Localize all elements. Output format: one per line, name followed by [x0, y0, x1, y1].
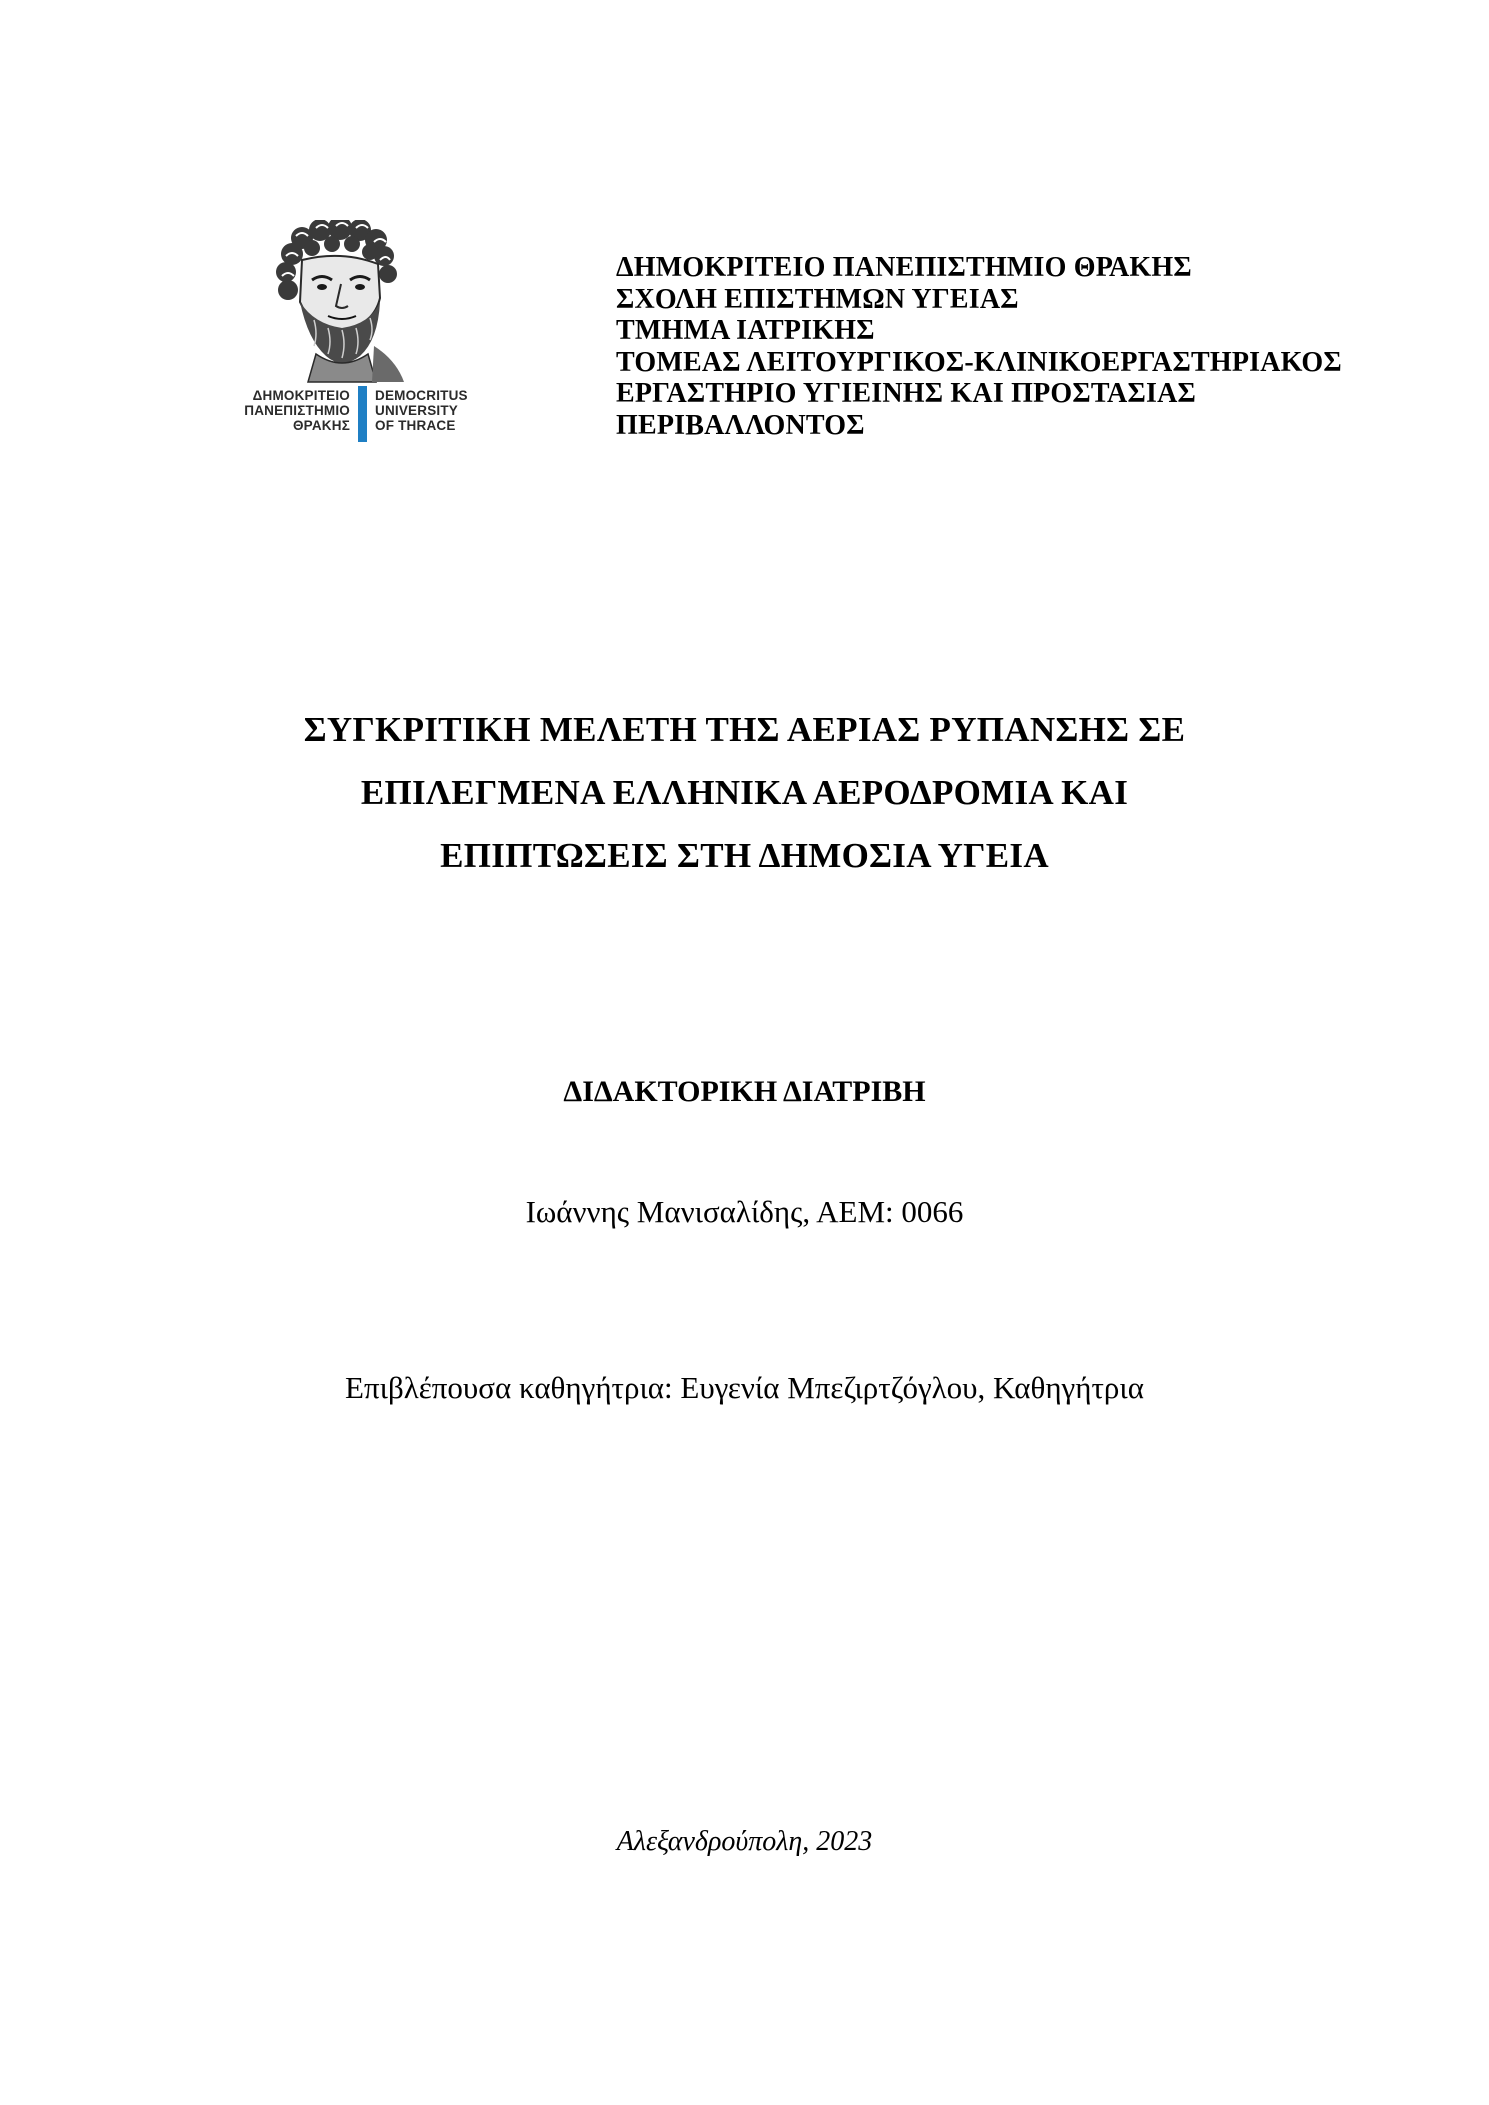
- logo-name-english-line: DEMOCRITUS: [375, 388, 468, 403]
- header-university: ΔΗΜΟΚΡΙΤΕΙΟ ΠΑΝΕΠΙΣΤΗΜΙΟ ΘΡΑΚΗΣ: [616, 252, 1192, 283]
- thesis-title-line: ΕΠΙΠΤΩΣΕΙΣ ΣΤΗ ΔΗΜΟΣΙΑ ΥΓΕΙΑ: [440, 836, 1049, 875]
- logo-divider-bar: [358, 386, 367, 442]
- supervisor-line: Επιβλέπουσα καθηγήτρια: Ευγενία Μπεζιρτζόγλου, Καθηγήτρια: [345, 1370, 1144, 1405]
- logo-name-greek-line: ΠΑΝΕΠΙΣΤΗΜΙΟ: [244, 403, 350, 418]
- document-type: ΔΙΔΑΚΤΟΡΙΚΗ ΔΙΑΤΡΙΒΗ: [563, 1075, 926, 1108]
- place-date: Αλεξανδρούπολη, 2023: [616, 1826, 873, 1857]
- author-line: Ιωάννης Μανισαλίδης, ΑΕΜ: 0066: [525, 1194, 964, 1229]
- logo-name-greek-line: ΘΡΑΚΗΣ: [292, 418, 350, 433]
- logo-name-english: [375, 388, 485, 433]
- thesis-title-line: ΕΠΙΛΕΓΜΕΝΑ ΕΛΛΗΝΙΚΑ ΑΕΡΟΔΡΟΜΙΑ ΚΑΙ: [360, 773, 1129, 812]
- institution-header: [616, 252, 1436, 441]
- header-laboratory: ΕΡΓΑΣΤΗΡΙΟ ΥΓΙΕΙΝΗΣ ΚΑΙ ΠΡΟΣΤΑΣΙΑΣ: [616, 378, 1197, 409]
- header-school: ΣΧΟΛΗ ΕΠΙΣΤΗΜΩΝ ΥΓΕΙΑΣ: [616, 283, 1019, 315]
- thesis-title: [150, 698, 1339, 887]
- header-sector: ΤΟΜΕΑΣ ΛΕΙΤΟΥΡΓΙΚΟΣ-ΚΛΙΝΙΚΟΕΡΓΑΣΤΗΡΙΑΚΟΣ: [616, 346, 1342, 378]
- democritus-bust-icon: [224, 220, 480, 385]
- logo-name-greek-line: ΔΗΜΟΚΡΙΤΕΙΟ: [252, 388, 350, 403]
- logo-name-greek: [224, 388, 350, 433]
- header-department: ΤΜΗΜΑ ΙΑΤΡΙΚΗΣ: [616, 315, 875, 346]
- thesis-title-line: ΣΥΓΚΡΙΤΙΚΗ ΜΕΛΕΤΗ ΤΗΣ ΑΕΡΙΑΣ ΡΥΠΑΝΣΗΣ ΣΕ: [303, 710, 1186, 749]
- logo-name-english-line: UNIVERSITY: [375, 403, 459, 418]
- header-laboratory-cont: ΠΕΡΙΒΑΛΛΟΝΤΟΣ: [616, 409, 865, 441]
- logo-name-english-line: OF THRACE: [375, 418, 456, 433]
